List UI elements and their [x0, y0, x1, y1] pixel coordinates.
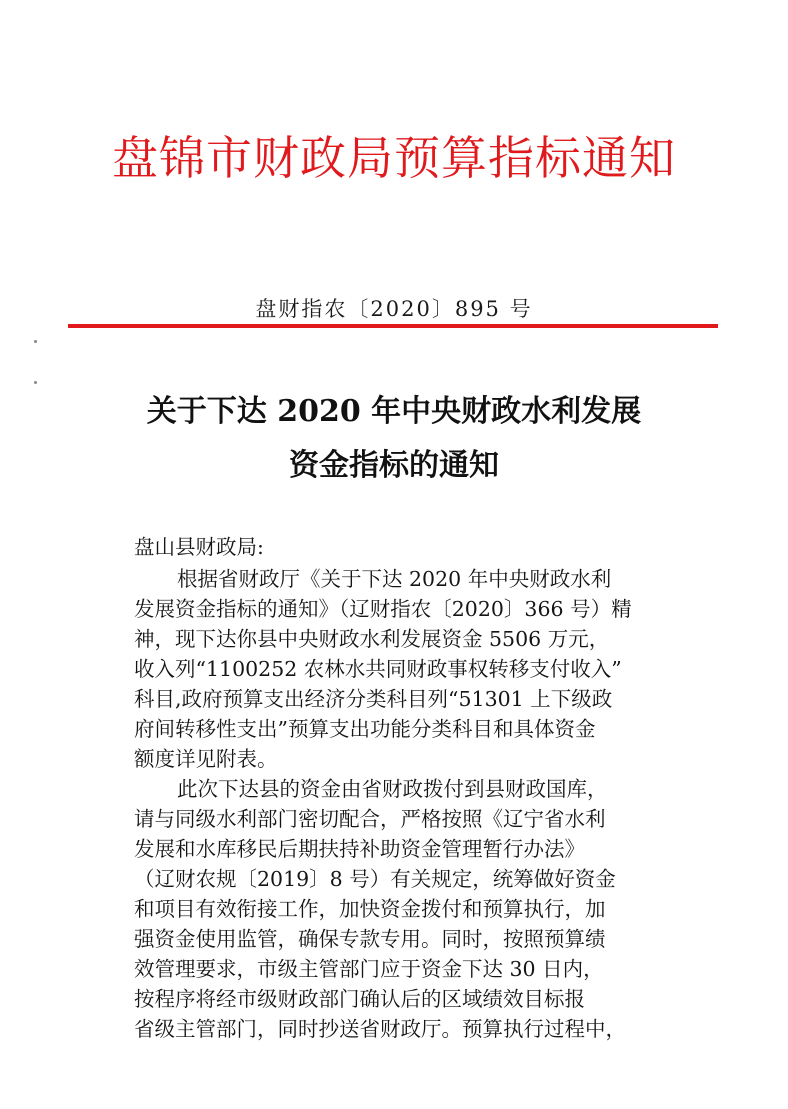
body-line: 按程序将经市级财政部门确认后的区域绩效目标报: [134, 987, 585, 1011]
body-line: 发展和水库移民后期扶持补助资金管理暂行办法》: [134, 837, 585, 861]
scan-speck: [34, 381, 37, 384]
body-line: 额度详见附表。: [134, 747, 278, 771]
body-line: 请与同级水利部门密切配合，严格按照《辽宁省水利: [134, 807, 606, 831]
body-line: 府间转移性支出”预算支出功能分类科目和具体资金: [134, 717, 596, 741]
body-line: 和项目有效衔接工作，加快资金拨付和预算执行，加: [134, 897, 606, 921]
body-line: 发展资金指标的通知》（辽财指农〔2020〕366 号）精: [134, 597, 632, 621]
document-number: 盘财指农〔2020〕895 号: [255, 297, 533, 321]
addressee: 盘山县财政局:: [134, 535, 264, 559]
body-line: 效管理要求，市级主管部门应于资金下达 30 日内，: [134, 957, 604, 981]
body-line: 此次下达县的资金由省财政拨付到县财政国库，: [177, 777, 608, 801]
body-line: 收入列“1100252 农林水共同财政事权转移支付收入”: [134, 657, 622, 681]
notice-title-line-2: 资金指标的通知: [289, 448, 499, 483]
agency-header-title: 盘锦市财政局预算指标通知: [112, 131, 676, 185]
red-divider-line: [68, 324, 718, 328]
notice-title-line-1: 关于下达 2020 年中央财政水利发展: [146, 394, 642, 429]
body-line: 根据省财政厅《关于下达 2020 年中央财政水利: [177, 567, 612, 591]
body-line: 神，现下达你县中央财政水利发展资金 5506 万元，: [134, 627, 610, 651]
body-line: 科目,政府预算支出经济分类科目列“51301 上下级政: [134, 687, 613, 711]
body-line: （辽财农规〔2019〕8 号）有关规定，统筹做好资金: [134, 867, 616, 891]
body-line: 省级主管部门，同时抄送省财政厅。预算执行过程中，: [134, 1017, 626, 1041]
body-line: 强资金使用监管，确保专款专用。同时，按照预算绩: [134, 927, 606, 951]
scan-speck: [34, 340, 37, 343]
